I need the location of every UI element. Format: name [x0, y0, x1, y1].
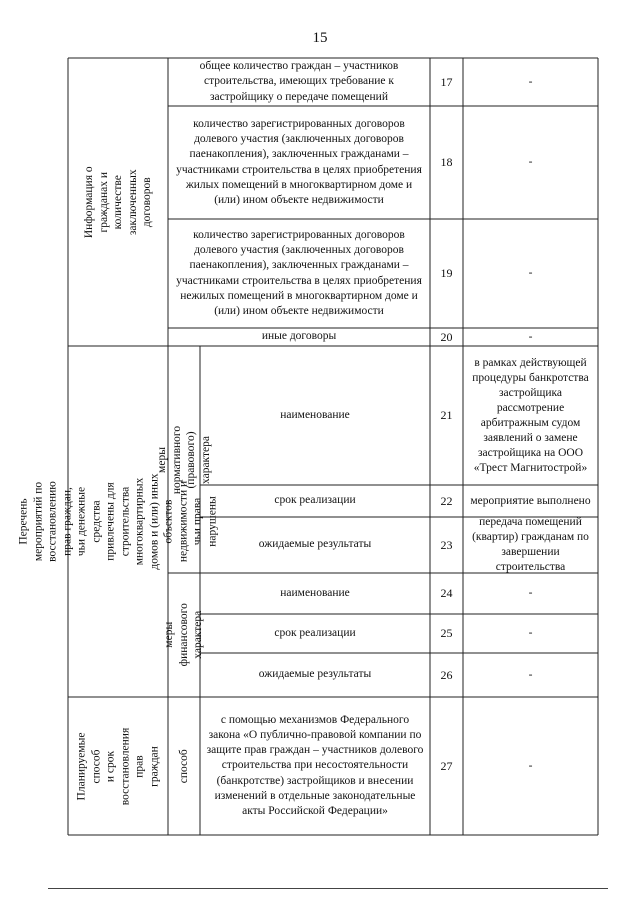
- row-value: мероприятие выполнено: [470, 494, 591, 507]
- row-number: 18: [440, 155, 453, 169]
- row-label: срок реализации: [274, 626, 356, 639]
- row-label: количество зарегистрированных договоров долевого участия (заключенных договоров паенакопления), заключенных гражданами – участниками строительства в целях приобретения нежилых помещений в многоквартирном доме и (или) ином объекте недвижимости: [176, 228, 422, 317]
- subsection-method: способ: [177, 748, 190, 784]
- row-value: -: [528, 156, 533, 168]
- row-label: срок реализации: [274, 494, 356, 507]
- row-value: -: [528, 759, 533, 772]
- subsection-normative: меры нормативного (правового) характера: [156, 425, 212, 494]
- row-number: 27: [440, 758, 453, 773]
- row-label: с помощью механизмов Федерального закона «О публично-правовой компании по защите прав граждан – участников долевого строительства при несостоятельности (банкротстве) застройщиков и внесении изменений в отдельные законодательные акты Российской Федерации»: [206, 713, 424, 817]
- row-number: 21: [440, 408, 453, 422]
- row-value: передача помещений (квартир) гражданам по завершении строительства: [472, 516, 589, 573]
- row-label: ожидаемые результаты: [258, 668, 372, 681]
- page-number: 15: [312, 30, 328, 46]
- row-number: 20: [440, 329, 453, 344]
- row-label: ожидаемые результаты: [258, 538, 372, 551]
- row-number: 17: [440, 74, 453, 89]
- row-number: 25: [440, 626, 453, 640]
- row-number: 24: [440, 586, 453, 600]
- row-value: -: [528, 75, 533, 88]
- section-measures-list: Перечень мероприятий по восстановлению прав граждан, чьи денежные средства привлечены для строительства многоквартирных домов и (или) иных объектов недвижимости и чьи права нарушены: [17, 473, 218, 570]
- row-value: -: [528, 587, 533, 599]
- section-citizens-info: Информация о гражданах и количестве заключенных договоров: [82, 166, 153, 238]
- subsection-financial: меры финансового характера: [163, 603, 205, 667]
- row-number: 19: [440, 266, 453, 280]
- row-label: наименование: [280, 586, 350, 599]
- row-value: -: [528, 330, 533, 343]
- row-number: 22: [440, 493, 453, 508]
- row-label: наименование: [280, 408, 350, 421]
- row-label: иные договоры: [261, 330, 337, 343]
- row-number: 26: [440, 667, 453, 682]
- row-label: количество зарегистрированных договоров долевого участия (заключенных договоров паенакопления), заключенных гражданами – участниками строительства в целях приобретения жилых помещений в многоквартирном доме и (или) ином объекте недвижимости: [176, 117, 422, 206]
- row-value: в рамках действующей процедуры банкротства застройщика рассмотрение арбитражным судом заявлений о замене застройщика на ООО «Трест Магнитострой»: [472, 356, 589, 474]
- section-planned-method: Планируемые способ и срок восстановления прав граждан: [75, 727, 160, 805]
- row-number: 23: [440, 537, 453, 552]
- bottom-rule: [48, 888, 608, 889]
- row-value: -: [528, 267, 533, 279]
- row-value: -: [528, 627, 533, 639]
- row-label: общее количество граждан – участников строительства, имеющих требование к застройщику о передаче помещений: [199, 60, 399, 103]
- row-value: -: [528, 668, 533, 681]
